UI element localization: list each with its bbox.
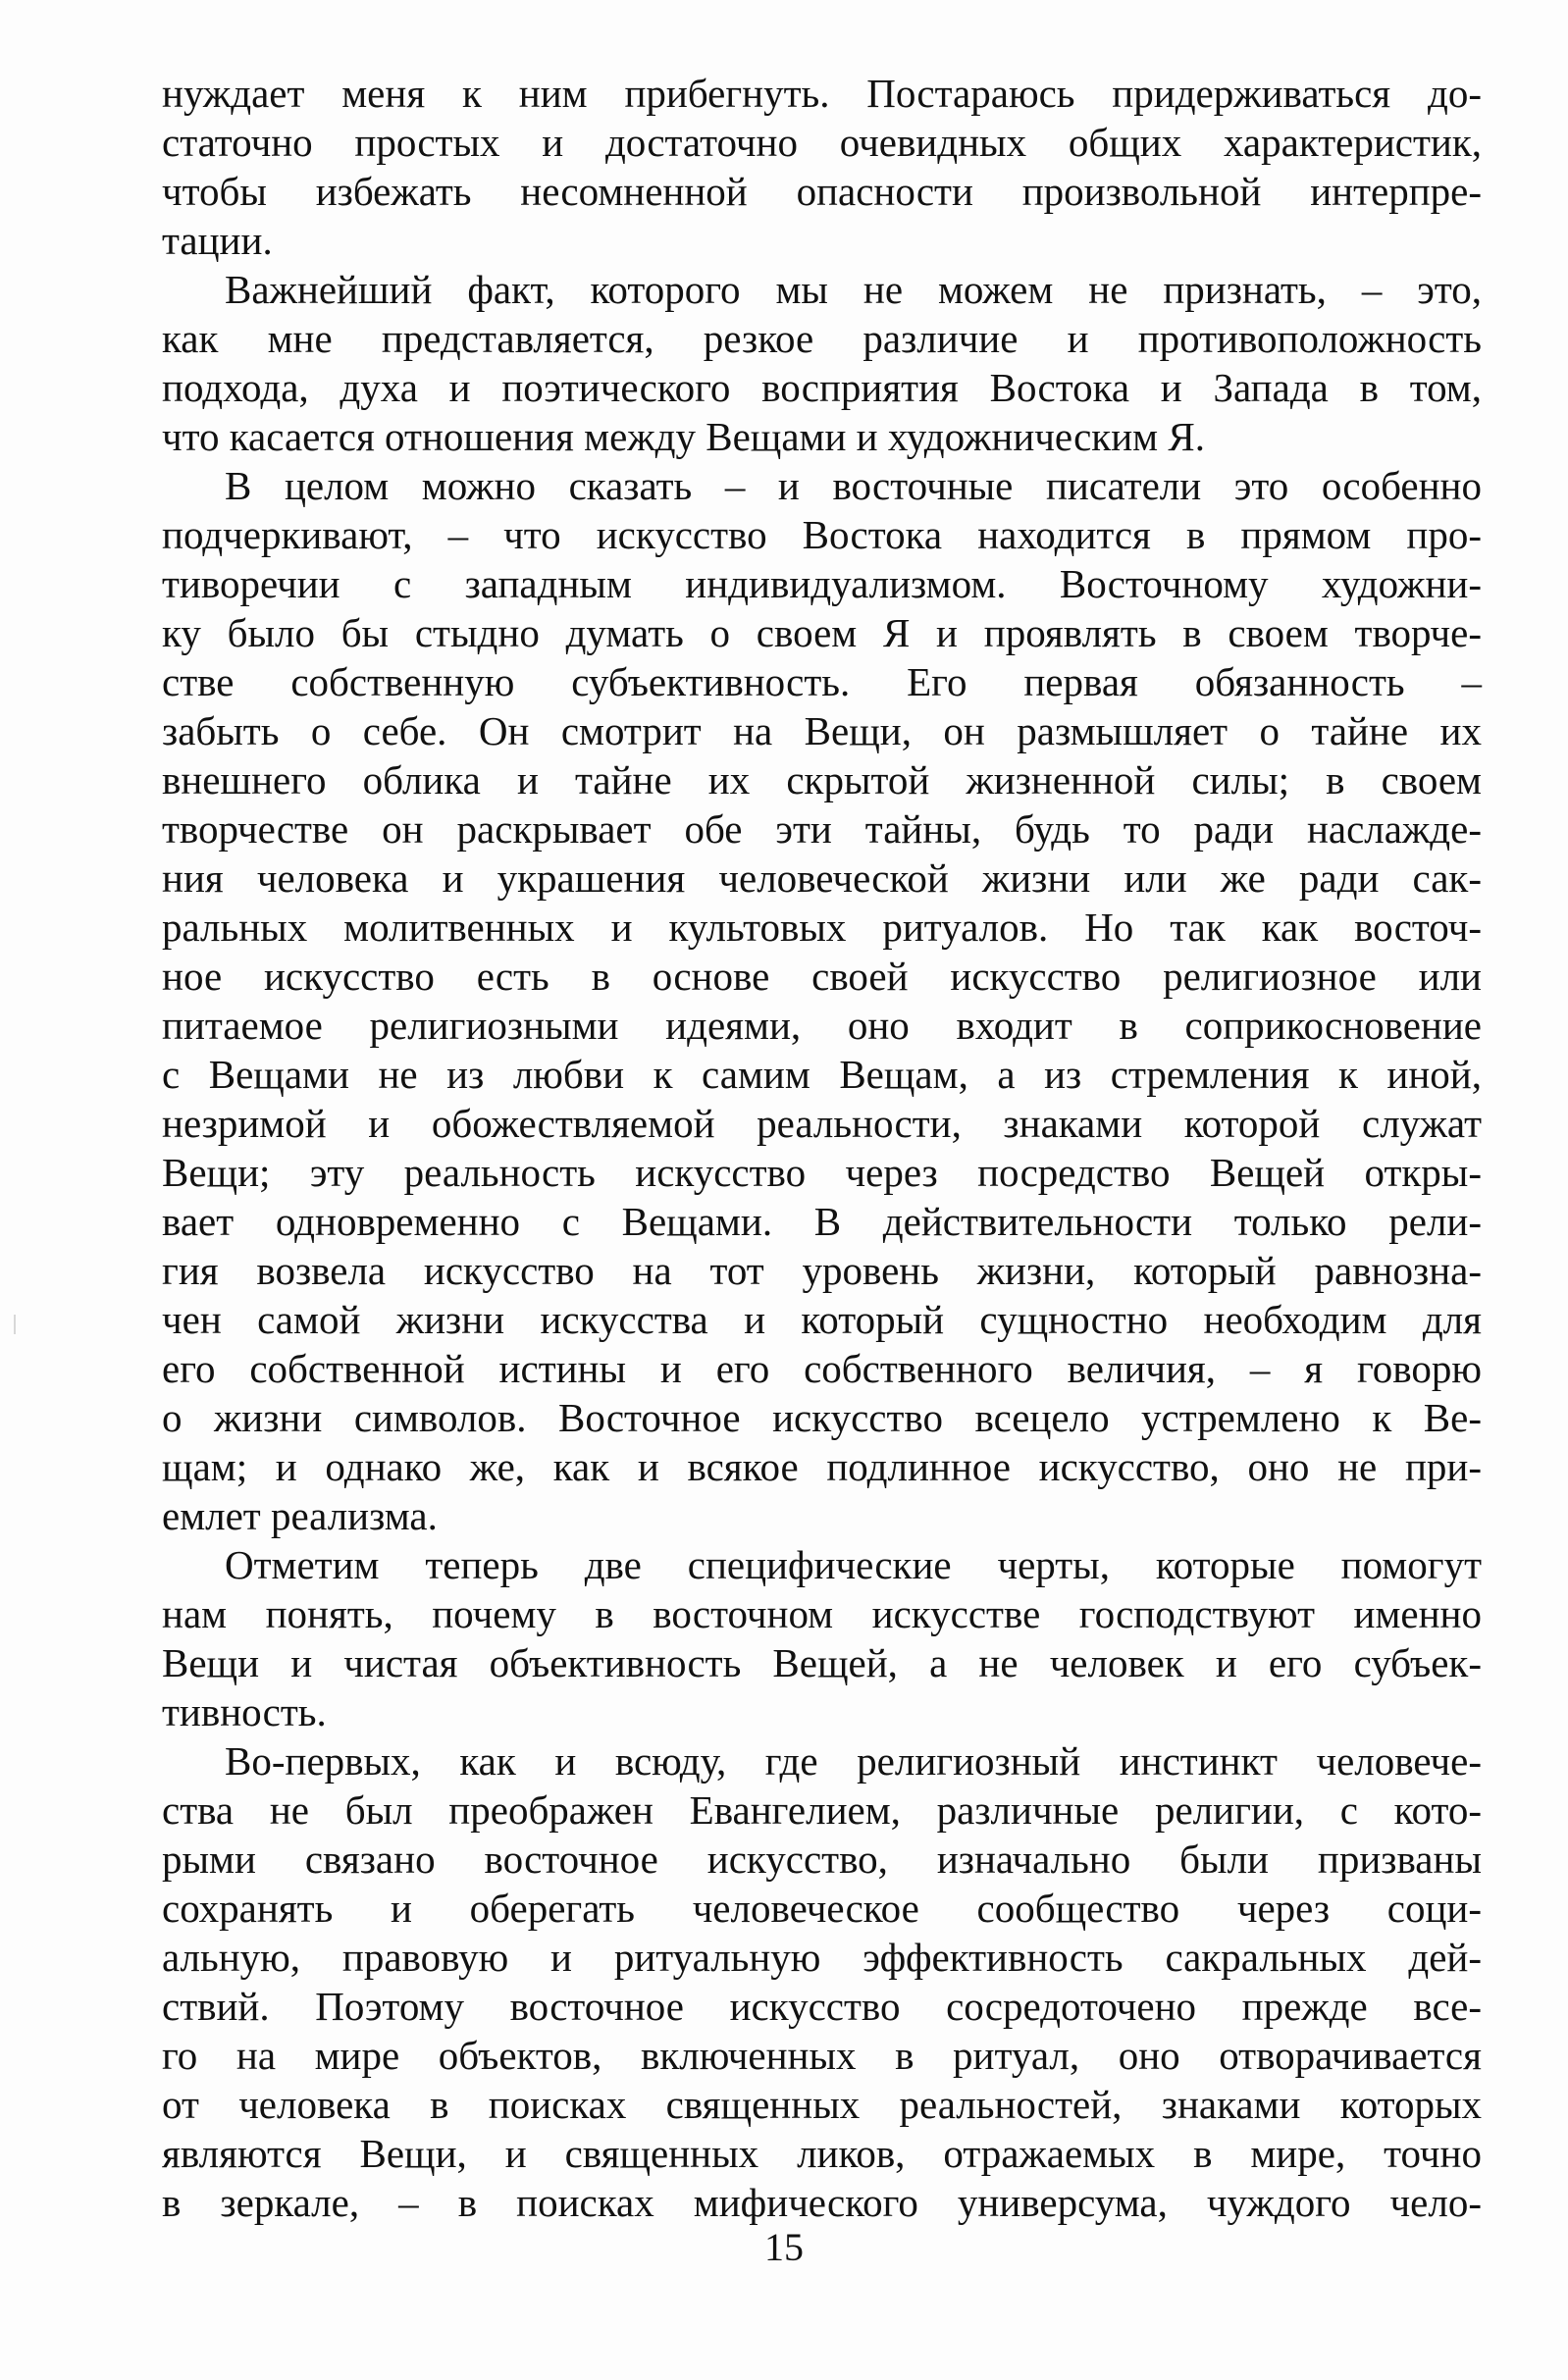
paragraph-1 (162, 69, 1482, 265)
text-line: ствий. Поэтому восточное искусство сосредоточено прежде все- (162, 1984, 1482, 2029)
text-line: ральных молитвенных и культовых ритуалов. Но так как восточ- (162, 905, 1482, 950)
text-line: ства не был преображен Евангелием, различные религии, с кото- (162, 1787, 1482, 1833)
text-line: статочно простых и достаточно очевидных общих характеристик, (162, 120, 1482, 165)
text-line: подчеркивают, – что искусство Востока находится в прямом про- (162, 512, 1482, 557)
text-line: стве собственную субъективность. Его первая обязанность – (162, 659, 1482, 704)
paragraph-5 (162, 1736, 1482, 2227)
text-line: чен самой жизни искусства и который сущностно необходим для (162, 1297, 1482, 1342)
text-line: емлет реализма. (162, 1493, 438, 1538)
text-line: Вещи и чистая объективность Вещей, а не человек и его субъек- (162, 1640, 1482, 1685)
text-line: нуждает меня к ним прибегнуть. Постараюсь придерживаться до- (162, 71, 1482, 116)
page-number: 15 (764, 2225, 804, 2269)
body-text (162, 69, 1482, 2227)
text-line: ния человека и украшения человеческой жизни или же ради сак- (162, 855, 1482, 901)
text-line: тации. (162, 218, 273, 263)
text-line: от человека в поисках священных реальностей, знаками которых (162, 2082, 1482, 2127)
text-line: Важнейший факт, которого мы не можем не признать, – это, (225, 267, 1482, 312)
paragraph-4 (162, 1540, 1482, 1736)
text-line: сохранять и оберегать человеческое сообщество через соци- (162, 1886, 1482, 1931)
text-line: чтобы избежать несомненной опасности произвольной интерпре- (162, 169, 1482, 214)
text-line: ку было бы стыдно думать о своем Я и проявлять в своем творче- (162, 610, 1482, 655)
text-line: тивность. (162, 1689, 327, 1734)
text-line: творчестве он раскрывает обе эти тайны, будь то ради наслажде- (162, 806, 1482, 852)
text-line: являются Вещи, и священных ликов, отражаемых в мире, точно (162, 2131, 1482, 2176)
text-line: щам; и однако же, как и всякое подлинное искусство, оно не при- (162, 1444, 1482, 1489)
paragraph-3 (162, 461, 1482, 1540)
text-line: Вещи; эту реальность искусство через посредство Вещей откры- (162, 1150, 1482, 1195)
text-line: забыть о себе. Он смотрит на Вещи, он размышляет о тайне их (162, 708, 1482, 753)
text-line: с Вещами не из любви к самим Вещам, а из стремления к иной, (162, 1052, 1482, 1097)
text-line: Отметим теперь две специфические черты, которые помогут (225, 1542, 1482, 1587)
text-line: как мне представляется, резкое различие и противоположность (162, 316, 1482, 361)
text-line: В целом можно сказать – и восточные писатели это особенно (225, 463, 1482, 508)
text-line: рыми связано восточное искусство, изначально были призваны (162, 1837, 1482, 1882)
text-line: тиворечии с западным индивидуализмом. Восточному художни- (162, 561, 1482, 606)
text-line: питаемое религиозными идеями, оно входит в соприкосновение (162, 1003, 1482, 1048)
text-line: что касается отношения между Вещами и художническим Я. (162, 414, 1205, 459)
text-line: в зеркале, – в поисках мифического универсума, чуждого чело- (162, 2180, 1482, 2225)
paragraph-2 (162, 265, 1482, 461)
text-line: нам понять, почему в восточном искусстве господствуют именно (162, 1591, 1482, 1636)
text-line: альную, правовую и ритуальную эффективность сакральных дей- (162, 1935, 1482, 1980)
text-line: гия возвела искусство на тот уровень жизни, который равнозна- (162, 1248, 1482, 1293)
scan-artifact (14, 1315, 16, 1334)
text-line: его собственной истины и его собственного величия, – я говорю (162, 1346, 1482, 1391)
text-line: вает одновременно с Вещами. В действительности только рели- (162, 1199, 1482, 1244)
text-line: внешнего облика и тайне их скрытой жизненной силы; в своем (162, 757, 1482, 802)
text-line: го на мире объектов, включенных в ритуал, оно отворачивается (162, 2033, 1482, 2078)
text-line: Во-первых, как и всюду, где религиозный инстинкт человече- (225, 1738, 1482, 1784)
text-line: ное искусство есть в основе своей искусство религиозное или (162, 954, 1482, 999)
text-line: подхода, духа и поэтического восприятия Востока и Запада в том, (162, 365, 1482, 410)
text-line: незримой и обожествляемой реальности, знаками которой служат (162, 1101, 1482, 1146)
text-line: о жизни символов. Восточное искусство всецело устремлено к Ве- (162, 1395, 1482, 1440)
